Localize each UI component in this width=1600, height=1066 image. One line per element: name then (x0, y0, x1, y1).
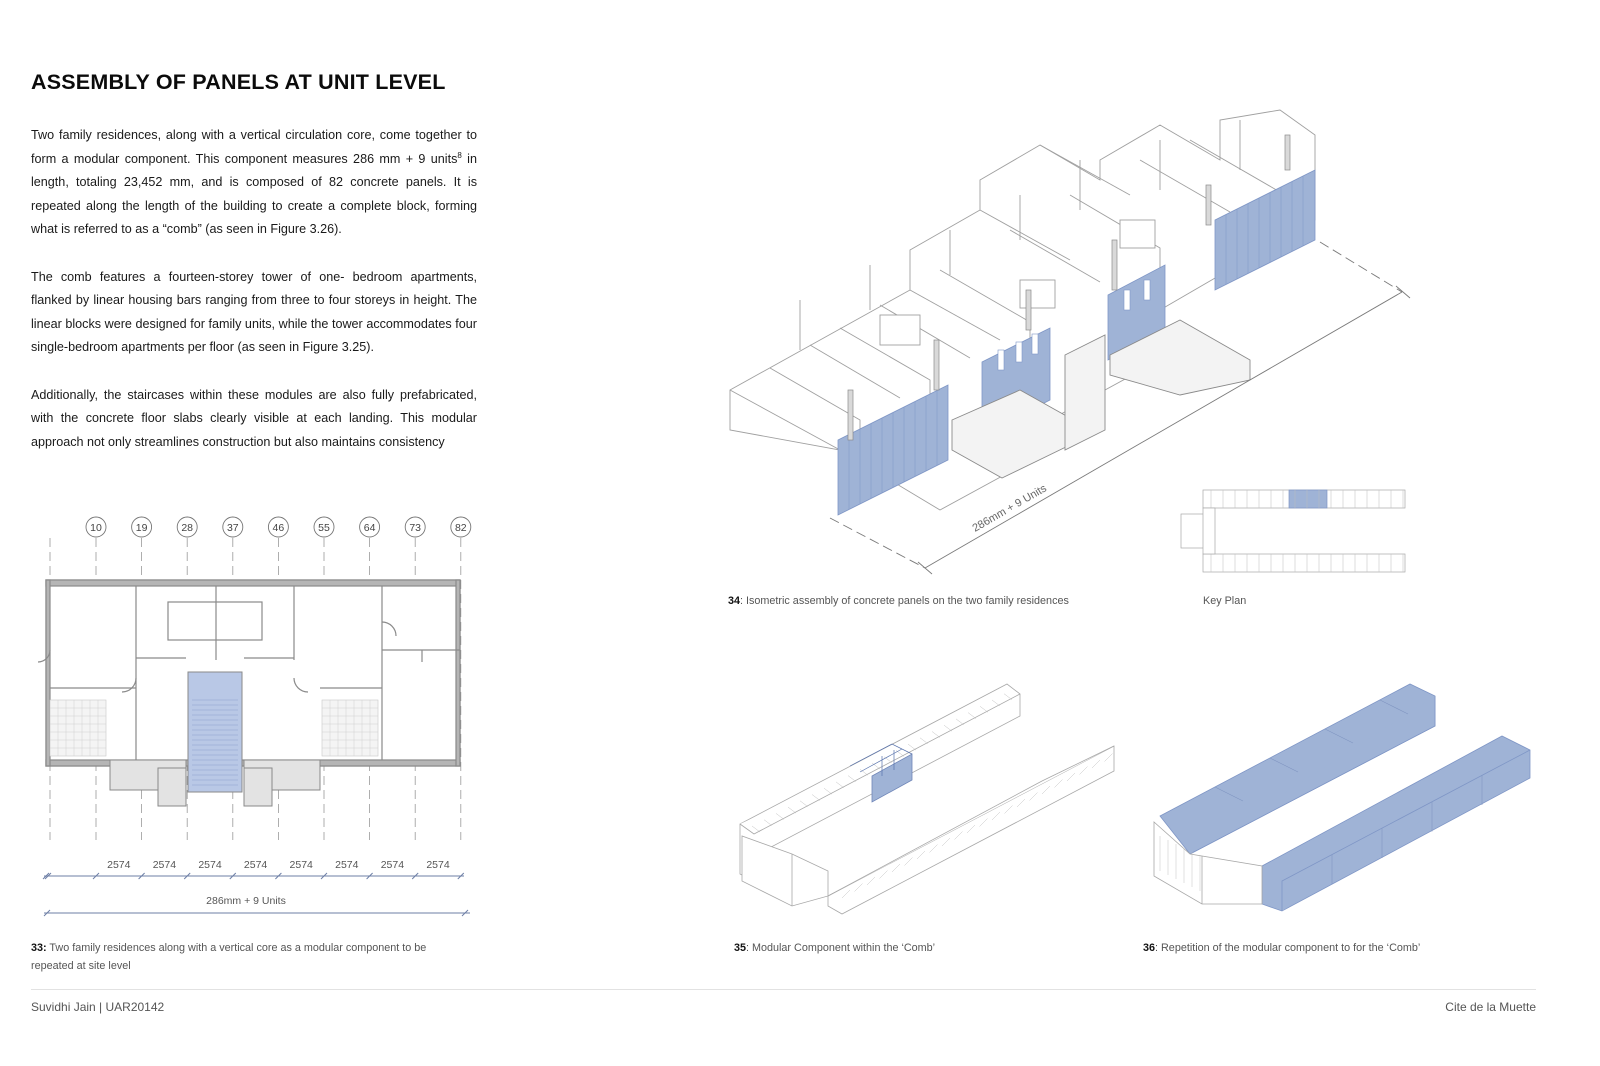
figure-34-text: : Isometric assembly of concrete panels on the two family residences (740, 595, 1069, 607)
grid-number: 64 (363, 522, 376, 534)
dimension-label: 2574 (243, 859, 268, 871)
footer-divider (31, 989, 1536, 990)
key-plan-highlight (1289, 490, 1327, 508)
paragraph-2: The comb features a fourteen-storey tower of one- bedroom apartments, flanked by linear housing bars ranging from three to four storeys in height. The linear blocks were designed for family units, while the tower accommodates four single-bedroom apartments per floor (as seen in Figure 3.25). (31, 269, 477, 355)
figure-33-caption (31, 939, 461, 975)
figure-35-text: : Modular Component within the ‘Comb’ (746, 942, 936, 954)
comb-module-figure (732, 676, 1122, 921)
page-title: ASSEMBLY OF PANELS AT UNIT LEVEL (31, 70, 446, 94)
grid-number: 10 (90, 522, 102, 534)
grid-markers (86, 517, 471, 537)
figure-33-text: Two family residences along with a vertical core as a modular component to be repeated at site level (31, 942, 427, 972)
figure-35-caption (734, 939, 935, 957)
footnote-marker: 8 (457, 150, 462, 160)
paragraph-1-text: Two family residences, along with a vertical circulation core, come together to form a modular component. This component measures 286 mm + 9 units (31, 128, 477, 166)
grid-number: 37 (226, 522, 239, 534)
body-text (31, 124, 477, 478)
figure-33-number: 33: (31, 942, 47, 954)
dimension-label: 2574 (289, 859, 313, 871)
figure-34-caption (728, 592, 1069, 610)
isometric-dimension-label: 286mm + 9 Units (970, 482, 1049, 535)
figure-35-number: 35 (734, 942, 747, 954)
grid-number: 46 (272, 522, 285, 534)
dimension-labels (107, 859, 450, 871)
grid-number: 19 (135, 522, 148, 534)
grid-number: 73 (409, 522, 422, 534)
key-plan-caption: Key Plan (1203, 595, 1247, 607)
dimension-label: 2574 (335, 859, 359, 871)
stair-core (188, 672, 242, 792)
footer-author: Suvidhi Jain | UAR20142 (31, 1000, 165, 1014)
grid-number: 82 (454, 522, 467, 534)
key-plan-figure (1175, 484, 1415, 579)
dimension-label: 2574 (107, 859, 131, 871)
dimension-label: 2574 (426, 859, 450, 871)
paragraph-1 (31, 124, 477, 242)
dimension-label: 2574 (380, 859, 405, 871)
plan-total-dimension: 286mm + 9 Units (206, 895, 286, 907)
floor-plan-figure (30, 510, 480, 930)
footer-project: Cite de la Muette (1445, 1000, 1536, 1014)
paragraph-1-text-cont: in length, totaling 23,452 mm, and is composed of 82 concrete panels. It is repeated along the length of the building to create a complete block, forming what is referred to as a “comb” (as seen in Figure 3.26). (31, 151, 477, 237)
grid-number: 28 (181, 522, 194, 534)
comb-repetition-figure (1150, 676, 1535, 921)
figure-36-text: : Repetition of the modular component to for the ‘Comb’ (1155, 942, 1421, 954)
figure-34-number: 34 (728, 595, 741, 607)
figure-36-number: 36 (1143, 942, 1156, 954)
figure-36-caption (1143, 939, 1420, 957)
dimension-label: 2574 (152, 859, 177, 871)
dimension-label: 2574 (198, 859, 222, 871)
grid-number: 55 (318, 522, 330, 534)
paragraph-3: Additionally, the staircases within these modules are also fully prefabricated, with the concrete floor slabs clearly visible at each landing. This modular approach not only streamlines construction but also maintains consistency (31, 387, 477, 449)
